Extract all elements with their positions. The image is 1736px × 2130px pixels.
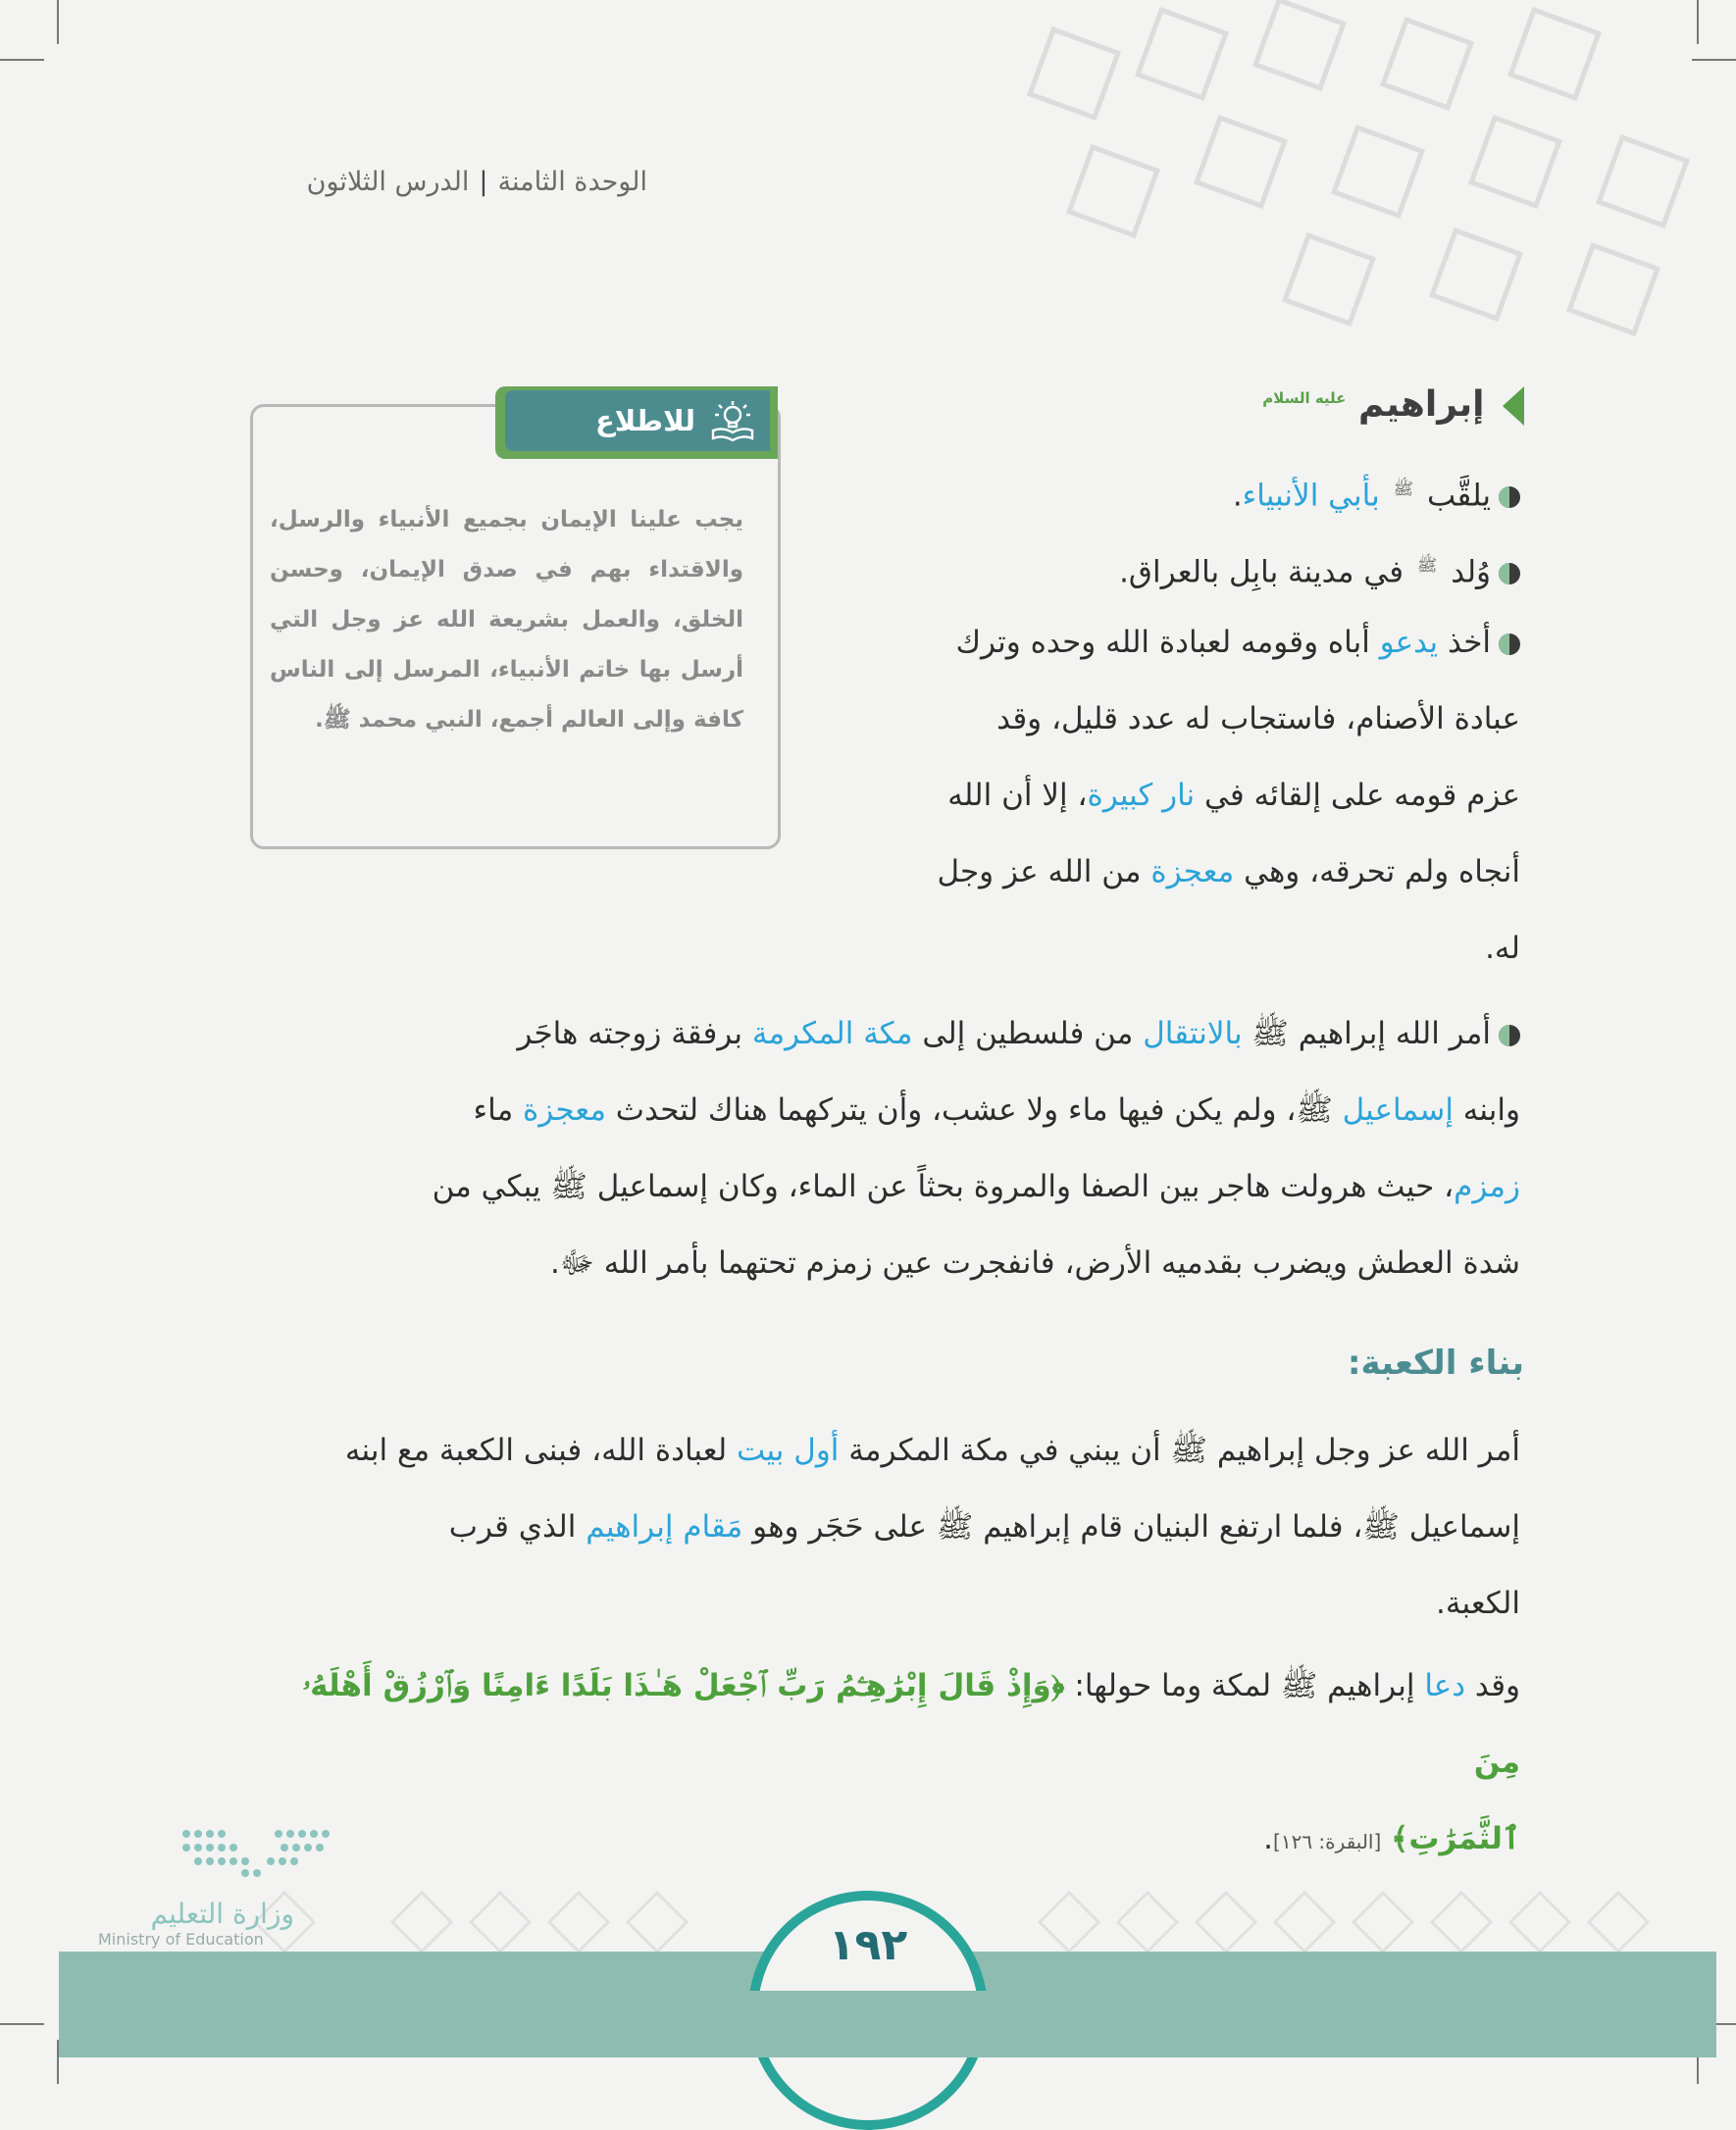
bullet-icon: [1499, 1025, 1520, 1046]
highlight-term: نار كبيرة: [1087, 778, 1196, 813]
highlight-term: معجزة: [523, 1092, 606, 1128]
dua-line: [250, 1648, 1520, 1800]
honorific-mark: عليه السلام: [1262, 389, 1347, 407]
honorific-mark: ﷺ: [1416, 556, 1438, 576]
text-segment: أمر الله إبراهيم ﷺ: [1242, 1016, 1491, 1051]
section-title-text: إبراهيم: [1357, 384, 1485, 425]
para-line: [834, 757, 1520, 834]
highlight-term: بالانتقال: [1143, 1016, 1243, 1051]
bullet-text: يلقَّب: [1417, 478, 1491, 514]
para-line: [834, 910, 1520, 987]
highlight-term: زمزم: [1454, 1169, 1520, 1204]
text-segment: ﷺ، ولم يكن فيها ماء ولا عشب، وأن يتركهما هناك لتحدث: [605, 1092, 1343, 1128]
bullet-icon: [1499, 486, 1520, 508]
page-number: ١٩٢: [828, 1920, 908, 1970]
paragraph-hijra: [250, 995, 1520, 1301]
highlight-term: دعا: [1424, 1668, 1466, 1703]
text-segment: أخذ: [1438, 625, 1491, 660]
para-line: [250, 1072, 1520, 1148]
highlight-term: أول بيت: [737, 1433, 840, 1468]
bullet-text: وُلد: [1441, 554, 1491, 590]
info-tab-label: للاطلاع: [594, 404, 695, 437]
para-line: [834, 681, 1520, 757]
text-segment: الذي قرب: [448, 1509, 587, 1545]
text-segment: الكعبة.: [1436, 1586, 1520, 1621]
highlight-term: يدعو: [1379, 625, 1439, 660]
para-line: [250, 1148, 1520, 1225]
text-segment: أنجاه ولم تحرقه، وهي: [1234, 854, 1520, 889]
text-segment: عزم قومه على إلقائه في: [1195, 778, 1520, 813]
quran-verse: ﴿وَإِذْ قَالَ إِبْرَٰهِـۧمُ رَبِّ ٱجْعَلْ هَـٰذَا بَلَدًا ءَامِنًا وَٱرْزُقْ أَهْلَهُۥ مِنَ: [302, 1668, 1520, 1780]
text-segment: أباه وقومه لعبادة الله وحده وترك: [955, 625, 1380, 660]
para-line: [250, 1565, 1520, 1642]
text-segment: ، إلا أن الله: [947, 778, 1088, 813]
text-segment: إسماعيل ﷺ، فلما ارتفع البنيان قام إبراهيم ﷺ على حَجَر وهو: [742, 1509, 1520, 1545]
paragraph-kaaba: [250, 1412, 1520, 1642]
text-segment: أمر الله عز وجل إبراهيم ﷺ أن يبني في مكة المكرمة: [839, 1433, 1520, 1468]
period: .: [1263, 1821, 1274, 1856]
honorific-mark: ﷺ: [1393, 480, 1414, 499]
highlight-term: معجزة: [1150, 854, 1235, 889]
para-line: [834, 604, 1520, 681]
para-line: [250, 995, 1520, 1072]
chevron-icon: [1503, 386, 1524, 426]
footer-band-cover: [726, 1991, 1010, 2057]
header-separator: |: [479, 167, 488, 197]
section-title-kaaba: بناء الكعبة:: [1347, 1344, 1524, 1383]
text-segment: له.: [1485, 931, 1520, 966]
text-segment: وابنه: [1453, 1092, 1520, 1128]
bullet-icon: [1499, 563, 1520, 584]
info-box-text: يجب علينا الإيمان بجميع الأنبياء والرسل، والاقتداء بهم في صدق الإيمان، وحسن الخلق، والعمل بشريعة الله عز وجل التي أرسل بها خاتم الأنبياء، المرسل إلى الناس كافة وإلى العالم أجمع، النبي محمد ﷺ.: [270, 507, 743, 733]
text-segment: ماء: [473, 1092, 524, 1128]
dua-line-2: [250, 1800, 1520, 1880]
highlight-term: مكة المكرمة: [751, 1016, 913, 1051]
page-header: [245, 167, 647, 197]
para-line: [250, 1412, 1520, 1489]
text-segment: من فلسطين إلى: [912, 1016, 1144, 1051]
ministry-name-ar: وزارة التعليم: [150, 1898, 294, 1930]
ministry-name-en: Ministry of Education: [98, 1930, 264, 1949]
bullet-item: [834, 451, 1520, 533]
highlight-term: إسماعيل: [1342, 1092, 1454, 1128]
section-title-ibrahim: [1262, 384, 1524, 426]
ministry-logo-icon: [177, 1824, 343, 1883]
rich-text: [1074, 1668, 1520, 1703]
paragraph-dua: [250, 1648, 1520, 1880]
lightbulb-book-icon: [709, 399, 756, 442]
bullet-item: [834, 528, 1520, 610]
text-segment: وقد: [1465, 1668, 1520, 1703]
info-tab: [505, 390, 770, 451]
bullet-icon: [1499, 634, 1520, 655]
text-segment: لعبادة الله، فبنى الكعبة مع ابنه: [344, 1433, 738, 1468]
para-line: [834, 834, 1520, 910]
bullet-text-end: .: [1232, 478, 1243, 514]
lesson-label: الدرس الثلاثون: [306, 167, 470, 197]
text-segment: ، حيث هرولت هاجر بين الصفا والمروة بحثاً عن الماء، وكان إسماعيل ﷺ يبكي من: [432, 1169, 1455, 1204]
para-line: [250, 1225, 1520, 1301]
verse-reference: [البقرة: ١٢٦]: [1273, 1830, 1382, 1853]
text-segment: إبراهيم ﷺ لمكة وما حولها:: [1074, 1668, 1425, 1703]
para-line: [250, 1489, 1520, 1565]
text-segment: شدة العطش ويضرب بقدميه الأرض، فانفجرت عين زمزم تحتهما بأمر الله ﷻ.: [550, 1245, 1520, 1281]
text-segment: من الله عز وجل: [937, 854, 1151, 889]
rich-text: [517, 1016, 1491, 1051]
paragraph-ibrahim-dawah: [834, 604, 1520, 987]
rich-text: [956, 625, 1492, 660]
quran-verse-end: ٱلثَّمَرَٰتِ﴾: [1391, 1821, 1520, 1856]
text-segment: برفقة زوجته هاجَر: [517, 1016, 752, 1051]
bullet-text-end: في مدينة بابِل بالعراق.: [1119, 554, 1413, 590]
highlight-term: مَقام إبراهيم: [586, 1509, 743, 1545]
highlight-term: بأبي الأنبياء: [1242, 478, 1380, 514]
text-segment: عبادة الأصنام، فاستجاب له عدد قليل، وقد: [996, 701, 1520, 736]
unit-label: الوحدة الثامنة: [497, 167, 647, 197]
